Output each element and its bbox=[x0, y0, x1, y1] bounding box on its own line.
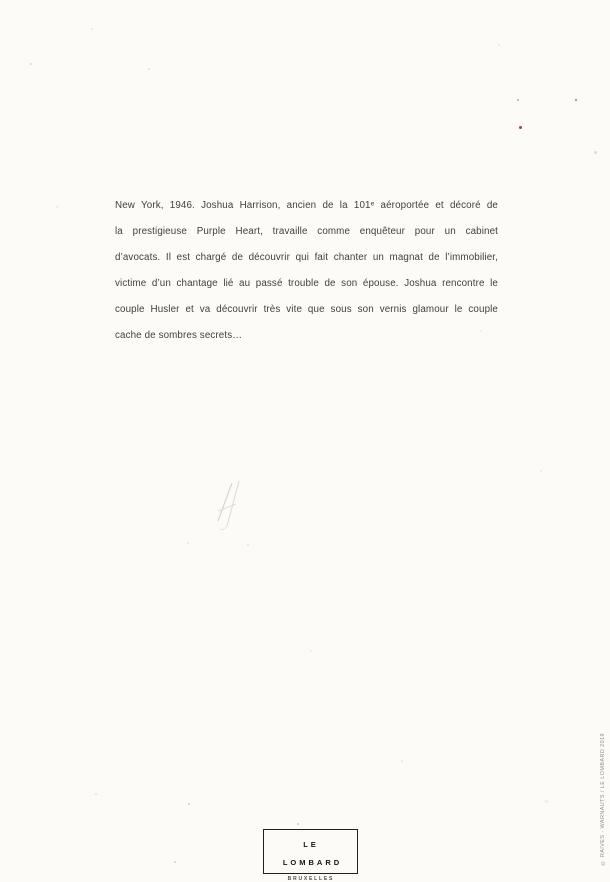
paper-speck bbox=[148, 68, 150, 70]
paper-speck bbox=[498, 44, 500, 46]
synopsis-line: couple Husler et va découvrir très vite que sous son vernis glamour le couple bbox=[115, 304, 498, 315]
synopsis-line: New York, 1946. Joshua Harrison, ancien de la 101ᵉ aéroportée et décoré de bbox=[115, 200, 498, 211]
paper-speck bbox=[247, 544, 249, 546]
paper-speck bbox=[310, 650, 312, 652]
paper-speck bbox=[540, 470, 542, 472]
synopsis-line: cache de sombres secrets… bbox=[115, 330, 243, 341]
synopsis-line: la prestigieuse Purple Heart, travaille comme enquêteur pour un cabinet bbox=[115, 226, 498, 237]
paper-speck bbox=[95, 793, 97, 795]
paper-speck bbox=[297, 823, 299, 825]
publisher-logo bbox=[250, 829, 370, 882]
publisher-name: LE LOMBARD bbox=[282, 839, 343, 867]
paper-speck bbox=[30, 63, 32, 65]
paper-speck bbox=[188, 803, 190, 805]
paper-speck bbox=[575, 99, 577, 101]
paper-speck bbox=[545, 800, 548, 803]
paper-speck bbox=[187, 542, 189, 544]
pencil-mark bbox=[196, 466, 256, 546]
paper-speck bbox=[174, 861, 176, 863]
synopsis-line: d’avocats. Il est chargé de découvrir qui fait chanter un magnat de l’immobilier, bbox=[115, 252, 498, 263]
paper-speck bbox=[519, 126, 522, 129]
paper-speck bbox=[480, 330, 482, 332]
paper-speck bbox=[56, 206, 58, 208]
paper-speck bbox=[517, 99, 519, 101]
copyright-vertical-text: © RAIVES - WARNAUTS / LE LOMBARD 2019 bbox=[600, 732, 606, 865]
publisher-logo-box bbox=[263, 829, 358, 874]
synopsis-text bbox=[115, 193, 498, 349]
synopsis-line: victime d’un chantage lié au passé trouble de son épouse. Joshua rencontre le bbox=[115, 278, 498, 289]
paper-speck bbox=[594, 151, 597, 154]
paper-speck bbox=[401, 760, 403, 762]
paper-speck bbox=[91, 28, 93, 30]
publisher-city: BRUXELLES bbox=[287, 876, 335, 882]
